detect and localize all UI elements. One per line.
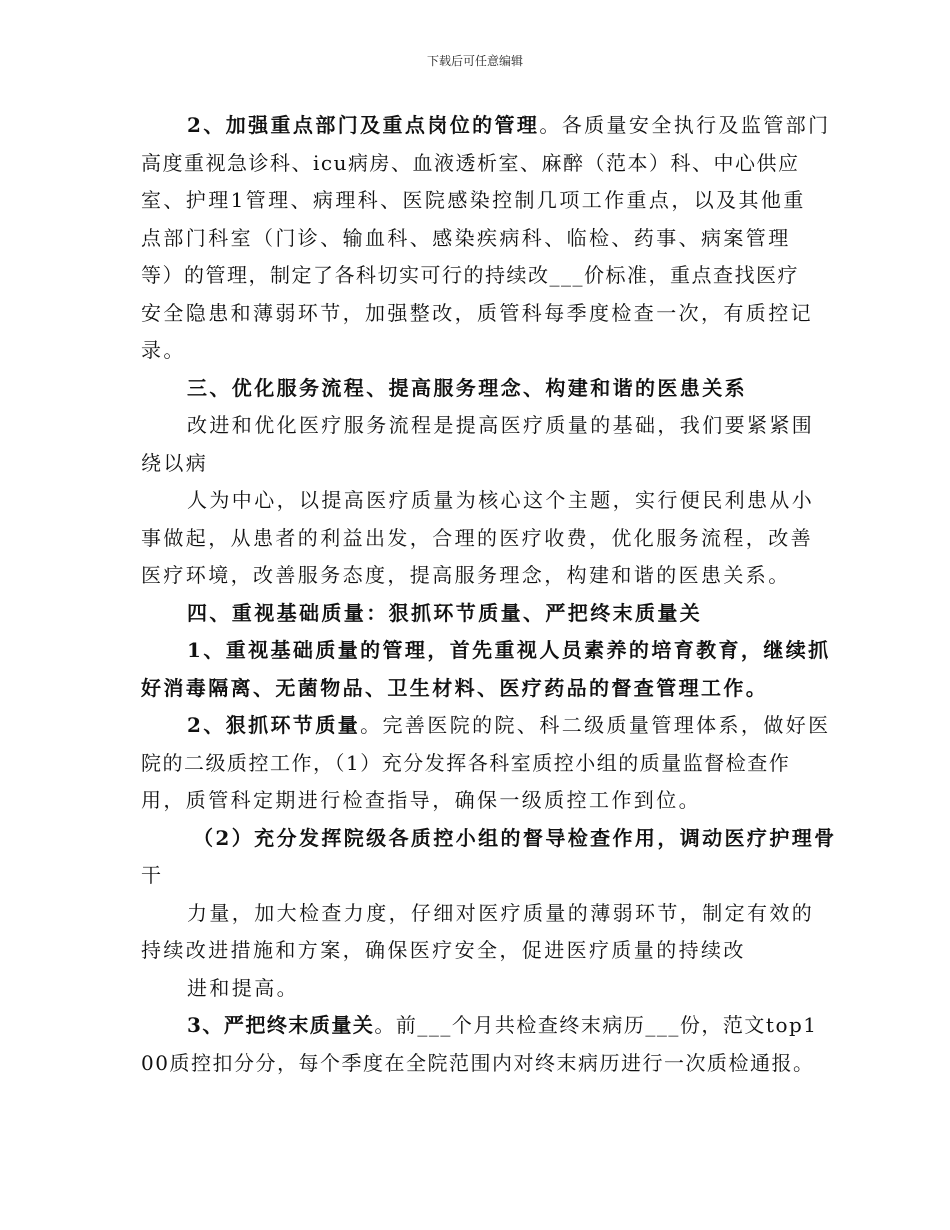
paragraph-line <box>141 1045 826 1083</box>
paragraph-line <box>141 970 826 1008</box>
paragraph-line <box>141 332 826 370</box>
body-text: 事做起，从患者的利益出发，合理的医疗收费，优化服务流程，改善 <box>141 525 813 550</box>
paragraph-line <box>141 857 826 895</box>
body-text: 安全隐患和薄弱环节，加强整改，质管科每季度检查一次，有质控记 <box>141 300 813 325</box>
body-text: 点部门科室（门诊、输血科、感染疾病科、临检、药事、病案管理 <box>141 225 791 250</box>
paragraph-line <box>141 745 826 783</box>
body-text: 。各质量安全执行及监管部门 <box>539 113 831 137</box>
paragraph-line <box>141 482 826 520</box>
body-text: 绕以病 <box>141 450 209 475</box>
body-text: 进和提高。 <box>187 975 299 1000</box>
heading-text: 1、重视基础质量的管理，首先重视人员素养的培育教育，继续抓 <box>187 638 831 662</box>
body-text: 持续改进措施和方案，确保医疗安全，促进医疗质量的持续改 <box>141 938 746 962</box>
body-text: 00质控扣分分，每个季度在全院范围内对终末病历进行一次质检通报。 <box>141 1050 815 1075</box>
paragraph-line <box>141 445 826 483</box>
body-text: 医疗环境，改善服务态度，提高服务理念，构建和谐的医患关系。 <box>141 563 791 587</box>
body-text: 干 <box>141 863 164 887</box>
body-text: 。前___个月共检查终末病历___份，范文top1 <box>374 1013 818 1037</box>
heading-text: 2、加强重点部门及重点岗位的管理 <box>187 113 540 137</box>
body-text: 用，质管科定期进行检查指导，确保一级质控工作到位。 <box>141 788 701 812</box>
page-header: 下载后可任意编辑 <box>426 54 523 68</box>
body-text: 人为中心，以提高医疗质量为核心这个主题，实行便民利患从小 <box>187 488 815 512</box>
paragraph-line <box>141 407 826 445</box>
body-text: 院的二级质控工作，（1）充分发挥各科室质控小组的质量监督检查作 <box>141 750 791 775</box>
heading-text: 三、优化服务流程、提高服务理念、构建和谐的医患关系 <box>187 375 747 400</box>
heading-text: （2）充分发挥院级各质控小组的督导检查作用，调动医疗护理骨 <box>193 825 837 850</box>
paragraph-line <box>141 220 826 258</box>
paragraph-line <box>141 670 826 708</box>
body-text: 等）的管理，制定了各科切实可行的持续改___价标准，重点查找医疗 <box>141 263 799 287</box>
section-heading <box>141 370 826 408</box>
paragraph-line <box>141 820 837 858</box>
heading-text: 3、严把终末质量关 <box>187 1013 375 1037</box>
paragraph-line <box>141 632 831 670</box>
paragraph-line <box>141 707 831 745</box>
paragraph-line <box>141 295 826 333</box>
paragraph-line <box>141 182 826 220</box>
body-text: 改进和优化医疗服务流程是提高医疗质量的基础，我们要紧紧围 <box>187 413 815 437</box>
paragraph-line <box>141 782 826 820</box>
paragraph-line <box>141 107 831 145</box>
paragraph-line <box>141 257 826 295</box>
paragraph-line <box>141 520 826 558</box>
body-text: 录。 <box>141 338 186 362</box>
body-text: 室、护理1管理、病理科、医院感染控制几项工作重点，以及其他重 <box>141 188 806 212</box>
paragraph-line <box>141 895 826 933</box>
section-heading <box>141 595 826 633</box>
body-text: 高度重视急诊科、icu病房、血液透析室、麻醉（范本）科、中心供应 <box>141 150 800 175</box>
heading-text: 2、狠抓环节质量 <box>187 713 361 737</box>
paragraph-line <box>141 145 826 183</box>
paragraph-line <box>141 1007 826 1045</box>
body-text: 力量，加大检查力度，仔细对医疗质量的薄弱环节，制定有效的 <box>187 900 815 925</box>
body-text: 。完善医院的院、科二级质量管理体系，做好医 <box>360 713 831 737</box>
heading-text: 四、重视基础质量：狠抓环节质量、严把终末质量关 <box>187 600 703 625</box>
paragraph-line <box>141 932 826 970</box>
heading-text: 好消毒隔离、无菌物品、卫生材料、医疗药品的督查管理工作。 <box>141 675 769 700</box>
document-body <box>141 107 837 1082</box>
paragraph-line <box>141 557 826 595</box>
